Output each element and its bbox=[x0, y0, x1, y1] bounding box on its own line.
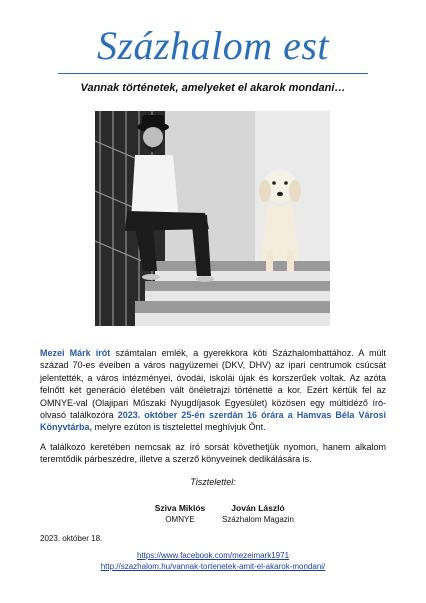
subtitle: Vannak történetek, amelyeket el akarok mondani… bbox=[80, 82, 346, 94]
signature-2 bbox=[214, 503, 302, 525]
page-title: Százhalom est bbox=[96, 23, 330, 68]
author-name: Mezei Márk írót bbox=[40, 348, 111, 358]
event-datetime: 2023. október 25-én szerdán 16 órára a Hamvas Béla Városi Könyvtárba, bbox=[40, 410, 386, 433]
signature-org: Százhalom Magazin bbox=[221, 515, 295, 524]
paragraph-1 bbox=[40, 347, 386, 434]
article-link[interactable]: http://szazhalom.hu/vannak-tortenetek-amit-el-akarok-mondani/ bbox=[100, 562, 326, 571]
paragraph-1-part-1: számtalan emlék, a gyerekkora köti Százhalombattához. A múlt század 70-es éveiben a város nagyüzemei (DKV, DHV) az ipari centrumok csúcsát jelentették, a város intézményei, óvodái, iskolái újak és korszerűek voltak. Az azóta felnőtt két generáció életében vált önéletrajzi történetté a kor. Ezért kértük fel az OMNYE-val (Olajipari Műszaki Nyugdíjasok Egyesület) közösen egy múltidéző író-olvasó találkozóra bbox=[40, 348, 386, 421]
document-date: 2023. október 18. bbox=[40, 534, 103, 543]
closing-greeting: Tisztelettel: bbox=[190, 477, 236, 487]
paragraph-1-part-2: melyre ezúton is tisztelettel meghívjuk Önt. bbox=[92, 422, 266, 433]
facebook-link[interactable]: https://www.facebook.com/mezeimark1971 bbox=[136, 551, 290, 560]
signature-org: OMNYE bbox=[165, 515, 195, 524]
signature-name: Sziva Miklós bbox=[154, 503, 206, 513]
signature-1 bbox=[145, 503, 215, 525]
title-underline bbox=[58, 73, 368, 74]
links-block bbox=[0, 550, 426, 572]
invitation-text bbox=[40, 347, 386, 473]
signature-name: Jován László bbox=[231, 503, 285, 513]
author-photo bbox=[95, 111, 330, 326]
paragraph-2: A találkozó keretében nemcsak az író sorsát követhetjük nyomon, hanem alkalom teremtődik párbeszédre, illetve a szerző könyveinek dedikálására is. bbox=[40, 441, 386, 465]
